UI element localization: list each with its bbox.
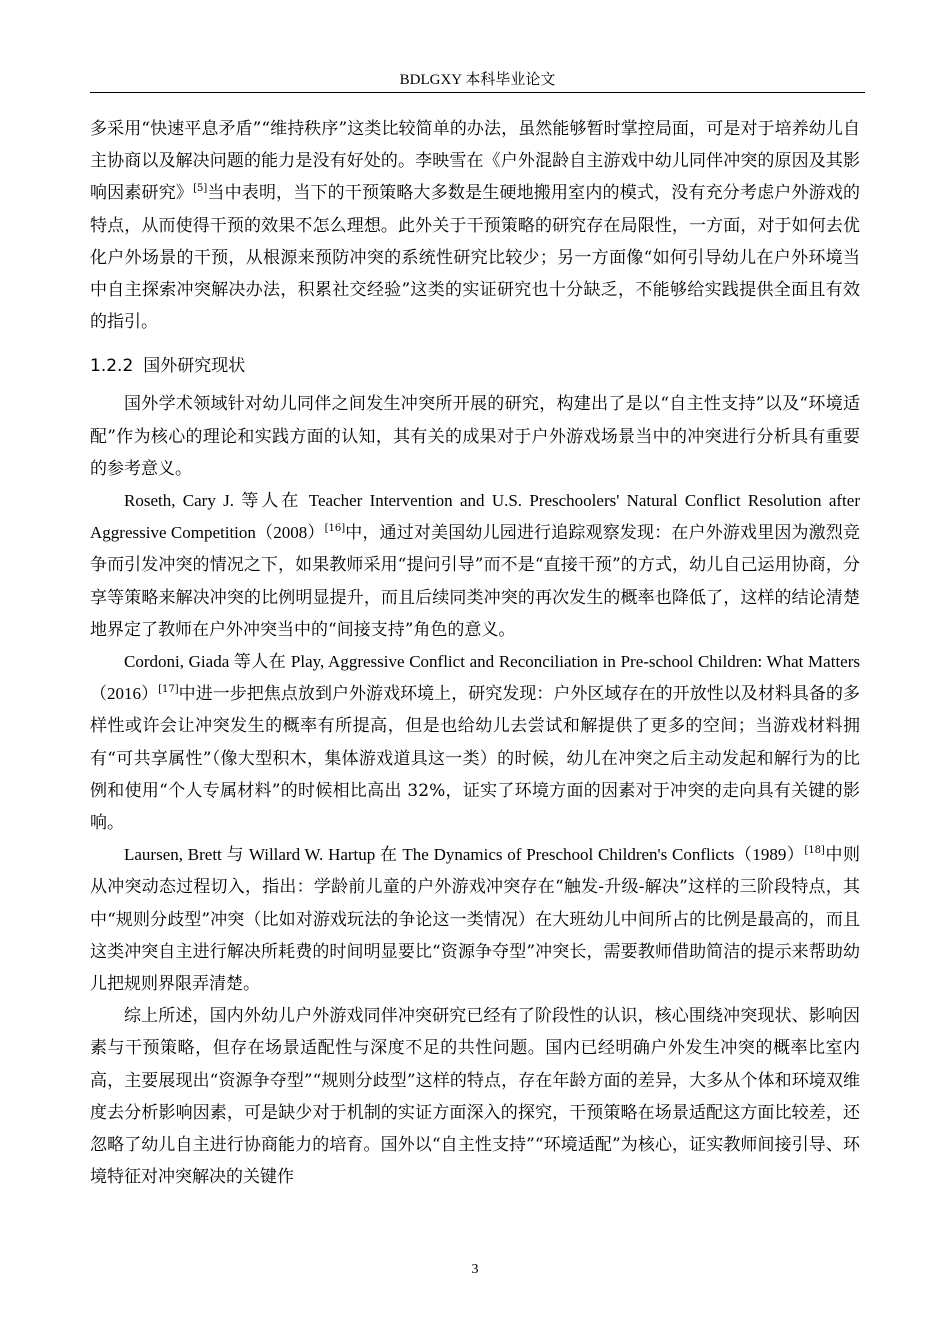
paragraph-text: 中进一步把焦点放到户外游戏环境上，研究发现：户外区域存在的开放性以及材料具备的多样性或许会让冲突发生的概率有所提高，但是也给幼儿去尝试和解提供了更多的空间；当游戏材料拥有“可共享属性”（像大型积木，集体游戏道具这一类）的时候，幼儿在冲突之后主动发起和解行为的比例和使用“个人专属材料”的时候相比高出 32%，证实了环境方面的因素对于冲突的走向具有关键的影响。 [90,684,861,834]
paragraph-text: 当中表明，当下的干预策略大多数是生硬地搬用室内的模式，没有充分考虑户外游戏的特点，从而使得干预的效果不怎么理想。此外关于干预策略的研究存在局限性，一方面，对于如何去优化户外场景的干预，从根源来预防冲突的系统性研究比较少；另一方面像“如何引导幼儿在户外环境当中自主探索冲突解决办法，积累社交经验”这类的实证研究也十分缺乏，不能够给实践提供全面且有效的指引。 [90,183,861,333]
section-title: 国外研究现状 [143,356,246,377]
paragraph-text: 中则从冲突动态过程切入，指出：学龄前儿童的户外游戏冲突存在“触发-升级-解决”这样的三阶段特点，其中“规则分歧型”冲突（比如对游戏玩法的争论这一类情况）在大班幼儿中间所占的比例是最高的，而且这类冲突自主进行解决所耗费的时间明显要比“资源争夺型”冲突长，需要教师借助简洁的提示来帮助幼儿把规则界限弄清楚。 [90,845,861,995]
section-number: 1.2.2 [90,356,134,377]
header-rule [90,92,865,93]
paragraph-text: Cordoni, Giada 等人在 Play, Aggressive Conflict and Reconciliation in Pre-school Children: What Matters（2016） [90,652,860,704]
paragraph-text: 多采用“快速平息矛盾”“维持秩序”这类比较简单的办法，虽然能够暂时掌控局面，可是对于培养幼儿自主协商以及解决问题的能力是没有好处的。李映雪在《户外混龄自主游戏中幼儿同伴冲突的原因及其影响因素研究》 [90,119,860,204]
paragraph-intro: 国外学术领域针对幼儿同伴之间发生冲突所开展的研究，构建出了是以“自主性支持”以及“环境适配”作为核心的理论和实践方面的认知，其有关的成果对于户外游戏场景当中的冲突进行分析具有重要的参考意义。 [90,394,860,479]
paragraph-cordoni [90,646,860,839]
paragraph-roseth [90,485,860,646]
section-heading [90,350,860,382]
page-body [90,113,860,1194]
paragraph-text: 中，通过对美国幼儿园进行追踪观察发现：在户外游戏里因为激烈竞争而引发冲突的情况之下，如果教师采用“提问引导”而不是“直接干预”的方式，幼儿自己运用协商，分享等策略来解决冲突的比例明显提升，而且后续同类冲突的再次发生的概率也降低了，这样的结论清楚地界定了教师在户外冲突当中的“间接支持”角色的意义。 [90,523,861,640]
citation-5: [5] [193,183,208,195]
paragraph-summary: 综上所述，国内外幼儿户外游戏同伴冲突研究已经有了阶段性的认识，核心围绕冲突现状、影响因素与干预策略，但存在场景适配性与深度不足的共性问题。国内已经明确户外发生冲突的概率比室内高，主要展现出“资源争夺型”“规则分歧型”这样的特点，存在年龄方面的差异，大多从个体和环境双维度去分析影响因素，可是缺少对于机制的实证方面深入的探究，干预策略在场景适配这方面比较差，还忽略了幼儿自主进行协商能力的培育。国外以“自主性支持”“环境适配”为核心，证实教师间接引导、环境特征对冲突解决的关键作 [90,1006,860,1188]
paragraph-laursen [90,839,860,1000]
citation-18: [18] [804,845,825,857]
page-number: 3 [471,1262,479,1277]
running-header: BDLGXY 本科毕业论文 [399,72,556,88]
paragraph-continued [90,113,860,338]
citation-17: [17] [158,684,179,696]
paragraph-text: Laursen, Brett 与 Willard W. Hartup 在 The Dynamics of Preschool Children's Conflicts（1989） [124,845,805,865]
paragraph-text: Roseth, Cary J. 等人在 Teacher Intervention and U.S. Preschoolers' Natural Conflict Resolution after Aggressive Competition（2008） [90,491,860,543]
citation-16: [16] [324,523,346,535]
